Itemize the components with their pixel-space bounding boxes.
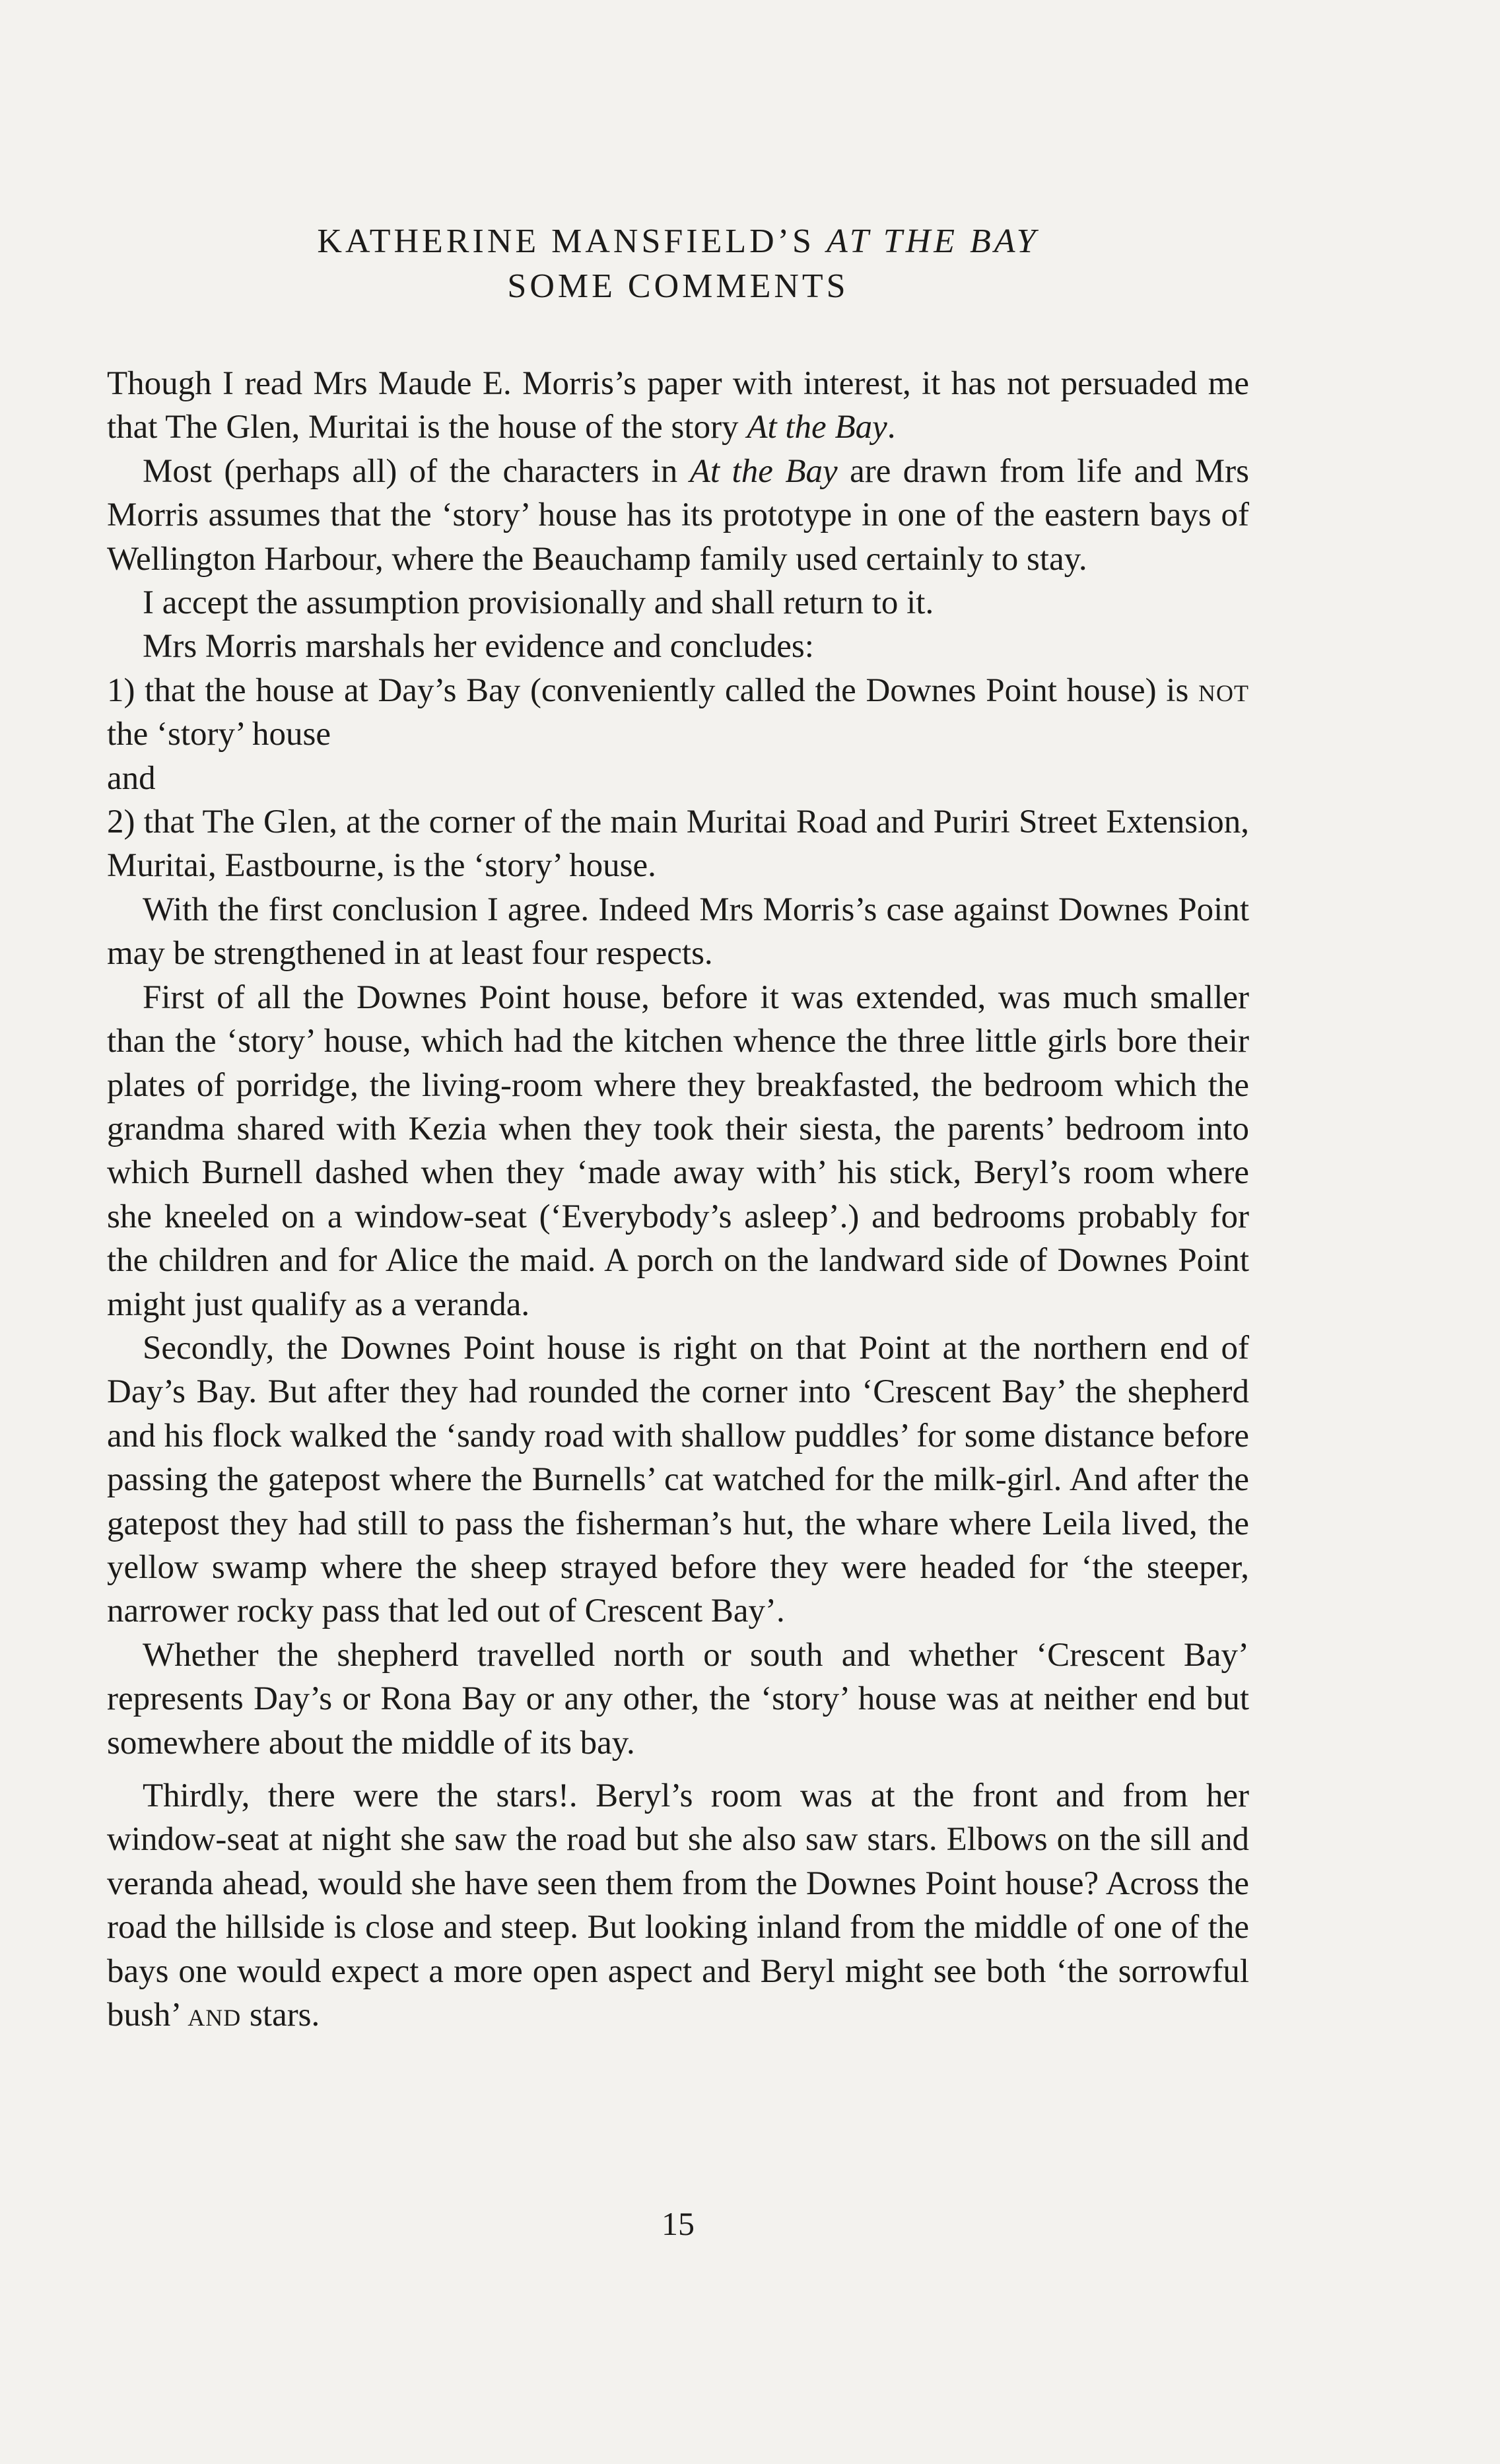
paragraph-evidence: Mrs Morris marshals her evidence and concludes:	[143, 628, 814, 666]
article-subtitle: SOME COMMENTS	[507, 267, 849, 305]
page-number: 15	[662, 2205, 695, 2242]
paragraph-conclusion-2: 2) that The Glen, at the corner of the main Muritai Road and Puriri Street Extension, Muritai, Eastbourne, is the ‘story’ house.	[107, 804, 1249, 885]
paragraph-characters: Most (perhaps all) of the characters in At the Bay are drawn from life and Mrs Morris assumes that the ‘story’ house has its prototype in one of the eastern bays of Wellington Harbour, where the Beauchamp family used certainly to stay.	[107, 452, 1249, 578]
paragraph-conclusion-1: 1) that the house at Day’s Bay (conveniently called the Downes Point house) is not the ‘story’ house	[107, 671, 1249, 753]
article-body	[107, 362, 1249, 2037]
paragraph-assumption: I accept the assumption provisionally and shall return to it.	[143, 584, 934, 622]
title-story: AT THE BAY	[826, 222, 1039, 260]
paragraph-second: Secondly, the Downes Point house is right on that Point at the northern end of Day’s Bay. But after they had rounded the corner into ‘Crescent Bay’ the shepherd and his flock walked the ‘sandy road with shallow puddles’ for some distance before passing the gatepost where the Burnells’ cat watched for the milk-girl. And after the gatepost they had still to pass the fisherman’s hut, the whare where Leila lived, the yellow swamp where the sheep strayed before they were headed for ‘the steeper, narrower rocky pass that led out of Crescent Bay’.	[107, 1329, 1249, 1630]
paragraph-and: and	[107, 759, 156, 797]
article-title	[107, 222, 1249, 261]
title-author: KATHERINE MANSFIELD’S	[317, 222, 827, 260]
paragraph-whether: Whether the shepherd travelled north or south and whether ‘Crescent Bay’ represents Day’s or Rona Bay or any other, the ‘story’ house was at neither end but somewhere about the middle of its bay.	[107, 1636, 1249, 1762]
paragraph-third: Thirdly, there were the stars!. Beryl’s room was at the front and from her window-seat at night she saw the road but she also saw stars. Elbows on the sill and veranda ahead, would she have seen them from the Downes Point house? Across the road the hillside is close and steep. But looking inland from the middle of one of the bays one would expect a more open aspect and Beryl might see both ‘the sorrowful bush’ and stars.	[107, 1777, 1249, 2034]
paragraph-first: First of all the Downes Point house, before it was extended, was much smaller than the ‘story’ house, which had the kitchen whence the three little girls bore their plates of porridge, the living-room where they breakfasted, the bedroom which the grandma shared with Kezia when they took their siesta, the parents’ bedroom into which Burnell dashed when they ‘made away with’ his stick, Beryl’s room where she kneeled on a window-seat (‘Everybody’s asleep’.) and bedrooms probably for the children and for Alice the maid. A porch on the landward side of Downes Point might just qualify as a veranda.	[107, 978, 1249, 1323]
paragraph-agree: With the first conclusion I agree. Indeed Mrs Morris’s case against Downes Point may be strengthened in at least four respects.	[107, 891, 1249, 973]
paragraph-intro: Though I read Mrs Maude E. Morris’s paper with interest, it has not persuaded me that The Glen, Muritai is the house of the story At the Bay.	[107, 365, 1249, 446]
